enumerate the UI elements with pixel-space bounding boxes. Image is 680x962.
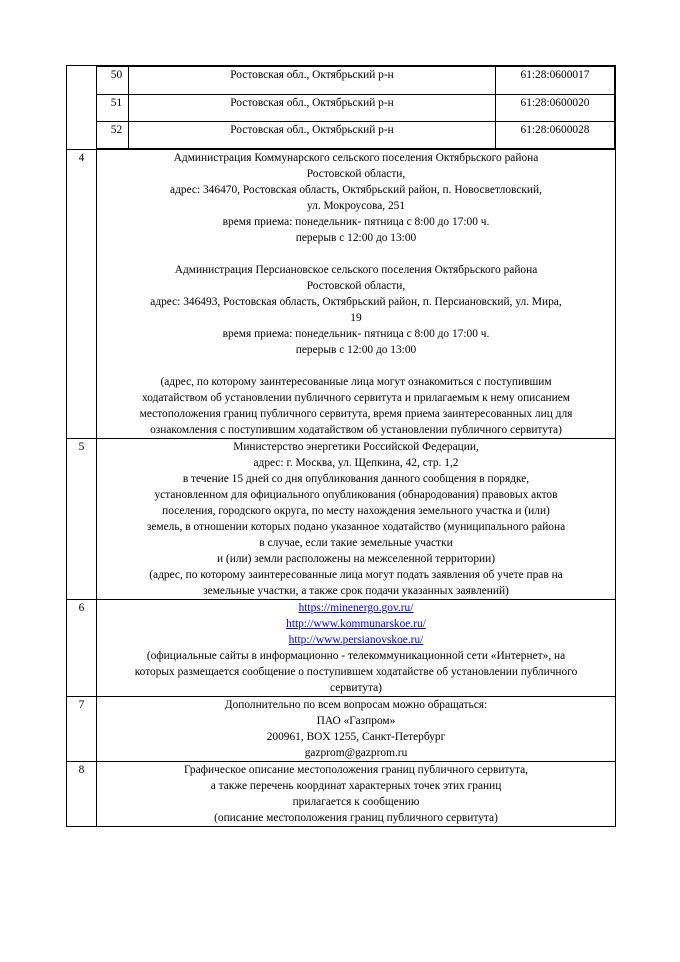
text-line: 200961, BOX 1255, Санкт-Петербург bbox=[266, 731, 446, 743]
text-line: Ростовской области, bbox=[306, 280, 406, 292]
text-line: земельные участки, а также срок подачи указанных заявлений) bbox=[203, 585, 509, 597]
text-line: время приема: понедельник- пятница с 8:00 до 17:00 ч. bbox=[222, 328, 490, 340]
text-line: установленном для официального опубликования (обнародования) правовых актов bbox=[154, 489, 558, 501]
parcel-cadastral-number: 61:28:0600020 bbox=[496, 95, 615, 122]
text-line: и (или) земли расположены на межселенной территории) bbox=[216, 553, 496, 565]
row-4-content bbox=[97, 150, 616, 439]
text-line: в случае, если такие земельные участки bbox=[259, 537, 453, 549]
parcel-address: Ростовская обл., Октябрьский р-н bbox=[129, 95, 496, 122]
text-line: ПАО «Газпром» bbox=[316, 715, 396, 727]
text-line: Графическое описание местоположения границ публичного сервитута, bbox=[184, 764, 528, 776]
row-5 bbox=[67, 439, 616, 600]
text-line: ул. Мокроусова, 251 bbox=[306, 200, 406, 212]
parcels-cell bbox=[97, 66, 616, 150]
persianovskoe-link[interactable]: http://www.persianovskoe.ru/ bbox=[288, 634, 424, 646]
text-line: прилагается к сообщению bbox=[292, 796, 420, 808]
parcel-cadastral-number: 61:28:0600017 bbox=[496, 67, 615, 95]
row-8-content bbox=[97, 762, 616, 827]
row-4 bbox=[67, 150, 616, 439]
text-line: адрес: 346470, Ростовская область, Октябрьский район, п. Новосветловский, bbox=[170, 184, 542, 196]
row-number-cell bbox=[67, 66, 97, 150]
parcel-address: Ростовская обл., Октябрьский р-н bbox=[129, 67, 496, 95]
text-line: которых размещается сообщение о поступившем ходатайстве об установлении публичного bbox=[134, 666, 578, 678]
text-line: а также перечень координат характерных точек этих границ bbox=[210, 780, 502, 792]
parcel-row bbox=[97, 95, 615, 122]
parcel-row bbox=[97, 122, 615, 149]
text-line: (официальные сайты в информационно - телекоммуникационной сети «Интернет», на bbox=[146, 650, 566, 662]
row-number: 7 bbox=[67, 697, 97, 762]
text-line: время приема: понедельник- пятница с 8:00 до 17:00 ч. bbox=[222, 216, 490, 228]
row-6 bbox=[67, 600, 616, 697]
text-line: ходатайством об установлении публичного сервитута и прилагаемым к нему описанием bbox=[142, 392, 570, 404]
row-7 bbox=[67, 697, 616, 762]
text-line: перерыв с 12:00 до 13:00 bbox=[295, 232, 417, 244]
text-line: ознакомления с поступившим ходатайством об установлении публичного сервитута) bbox=[150, 424, 562, 436]
parcels-subtable bbox=[97, 66, 615, 149]
row-number: 8 bbox=[67, 762, 97, 827]
parcels-row bbox=[67, 66, 616, 150]
text-line: в течение 15 дней со дня опубликования данного сообщения в порядке, bbox=[182, 473, 530, 485]
text-line: (адрес, по которому заинтересованные лица могут подать заявления об учете прав на bbox=[149, 569, 563, 581]
text-line: Администрация Коммунарского сельского поселения Октябрьского района bbox=[173, 152, 539, 164]
row-5-content bbox=[97, 439, 616, 600]
kommunarskoe-link[interactable]: http://www.kommunarskoe.ru/ bbox=[286, 618, 426, 630]
text-line: Министерство энергетики Российской Федерации, bbox=[233, 441, 479, 453]
notice-table bbox=[66, 65, 616, 827]
text-line: адрес: 346493, Ростовская область, Октябрьский район, п. Персиановский, ул. Мира, bbox=[150, 296, 562, 308]
row-7-content bbox=[97, 697, 616, 762]
text-line: Дополнительно по всем вопросам можно обращаться: bbox=[224, 699, 488, 711]
text-line: сервитута) bbox=[330, 682, 382, 694]
minenergo-link[interactable]: https://minenergo.gov.ru/ bbox=[298, 602, 414, 614]
row-number: 4 bbox=[67, 150, 97, 439]
text-line: 19 bbox=[350, 312, 362, 324]
text-line: перерыв с 12:00 до 13:00 bbox=[295, 344, 417, 356]
text-line: местоположения границ публичного сервитута, время приема заинтересованных лиц для bbox=[139, 408, 573, 420]
parcel-address: Ростовская обл., Октябрьский р-н bbox=[129, 122, 496, 149]
row-8 bbox=[67, 762, 616, 827]
text-line: (адрес, по которому заинтересованные лица могут ознакомиться с поступившим bbox=[160, 376, 552, 388]
row-6-content bbox=[97, 600, 616, 697]
text-line: (описание местоположения границ публичного сервитута) bbox=[214, 812, 498, 824]
parcel-cadastral-number: 61:28:0600028 bbox=[496, 122, 615, 149]
text-line: Ростовской области, bbox=[306, 168, 406, 180]
text-line: земель, в отношении которых подано указанное ходатайство (муниципального района bbox=[146, 521, 566, 533]
text-line: адрес: г. Москва, ул. Щепкина, 42, стр. 1,2 bbox=[253, 457, 459, 469]
row-number: 5 bbox=[67, 439, 97, 600]
text-line: поселения, городского округа, по месту нахождения земельного участка и (или) bbox=[162, 505, 550, 517]
row-number: 6 bbox=[67, 600, 97, 697]
text-line: Администрация Персиановское сельского поселения Октябрьского района bbox=[174, 264, 538, 276]
parcel-number: 51 bbox=[97, 95, 129, 122]
parcel-number: 52 bbox=[97, 122, 129, 149]
parcel-row bbox=[97, 67, 615, 95]
parcel-number: 50 bbox=[97, 67, 129, 95]
contact-email: gazprom@gazprom.ru bbox=[304, 747, 408, 759]
